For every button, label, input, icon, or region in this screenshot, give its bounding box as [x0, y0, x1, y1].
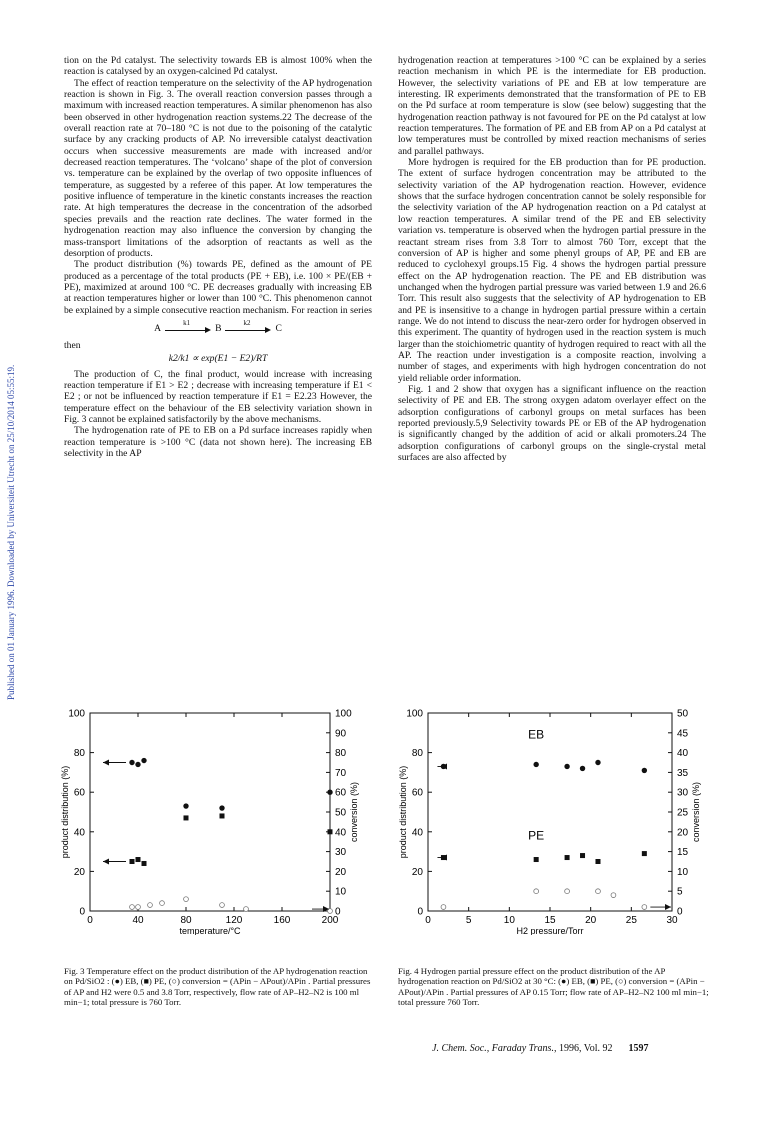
- y2-tick-label: 35: [677, 767, 689, 779]
- y2-tick-label: 30: [677, 787, 689, 799]
- data-point-conversion: [160, 901, 165, 906]
- data-point-eb: [129, 760, 134, 765]
- x-tick-label: 5: [465, 915, 472, 926]
- y2-tick-label: 25: [677, 807, 689, 819]
- x-axis-label: H2 pressure/Torr: [516, 926, 584, 935]
- y-axis-label: product distribution (%): [398, 765, 408, 859]
- data-point-eb: [595, 760, 600, 765]
- y2-tick-label: 40: [677, 748, 689, 760]
- data-point-conversion: [148, 903, 153, 908]
- arrow-head: [665, 904, 671, 910]
- data-point-pe: [220, 813, 225, 818]
- x-tick-label: 120: [225, 915, 243, 926]
- figure-3-caption: Fig. 3 Temperature effect on the product distribution of the AP hydrogenation reaction on Pd/SiO2 : (●) EB, (■) PE, (○) conversion = (APin − APout)/APin . Partial pressures of AP and H2 were 0.5 and 3.8 Torr, respectively, flow rate of AP–H2–N2 is 100 ml min−1; total pressure is 760 Torr.: [64, 966, 371, 1008]
- figure-4: [385, 705, 725, 940]
- y2-tick-label: 15: [677, 847, 689, 859]
- page-footer: [432, 1043, 648, 1054]
- data-point-conversion: [244, 907, 249, 912]
- species-a: A: [154, 323, 162, 335]
- figure-3: [52, 705, 372, 940]
- x-tick-label: 20: [585, 915, 597, 926]
- journal-volume: 1996, Vol. 92: [558, 1043, 613, 1054]
- x-tick-label: 200: [321, 915, 339, 926]
- download-watermark: [6, 60, 20, 960]
- y-tick-label: 0: [79, 906, 85, 918]
- y2-tick-label: 10: [677, 866, 689, 878]
- right-column: [398, 55, 706, 463]
- chart-temperature-effect: [52, 705, 372, 935]
- y2-tick-label: 90: [335, 728, 347, 740]
- data-point-pe: [184, 815, 189, 820]
- data-point-eb: [580, 766, 585, 771]
- x-tick-label: 80: [180, 915, 192, 926]
- y2-tick-label: 45: [677, 728, 689, 740]
- x-tick-label: 25: [625, 915, 637, 926]
- y-tick-label: 0: [417, 906, 423, 918]
- data-point-conversion: [220, 903, 225, 908]
- data-point-pe: [580, 853, 585, 858]
- paragraph: The hydrogenation rate of PE to EB on a Pd surface increases rapidly when reaction temperature is >100 °C (data not shown here). The increasing EB selectivity in the AP: [64, 425, 372, 459]
- x-tick-label: 40: [132, 915, 144, 926]
- y2-tick-label: 20: [677, 827, 689, 839]
- y-tick-label: 40: [411, 827, 423, 839]
- data-point-pe: [130, 859, 135, 864]
- y-tick-label: 40: [73, 827, 85, 839]
- data-point-conversion: [184, 897, 189, 902]
- y-tick-label: 20: [411, 866, 423, 878]
- arrow-head: [103, 859, 109, 865]
- x-tick-label: 0: [425, 915, 431, 926]
- data-point-conversion: [565, 889, 570, 894]
- y2-tick-label: 100: [335, 708, 352, 720]
- data-point-eb: [564, 764, 569, 769]
- y2-tick-label: 80: [335, 748, 347, 760]
- y-tick-label: 80: [411, 748, 423, 760]
- arrow-k2: [225, 318, 271, 334]
- paragraph: The effect of reaction temperature on the selectivity of the AP hydrogenation reaction is shown in Fig. 3. The overall reaction conversion passes through a maximum with increased reaction temperatures. A similar phenomenon has also been observed in other hydrogenation reaction systems.22 The decrease of the overall reaction rate at 70–180 °C is not due to the poisoning of the catalytic surface by any cracking products of AP. No irreversible catalyst deactivation occurs when successive measurements are made with increased and/or decreased reaction temperatures. The ‘volcano’ shape of the plot of conversion vs. temperature can be explained by the overlap of two opposite influences of temperature, as suggested by a referee of this paper. At low temperatures the positive influence of temperature in the kinetic constants increases the reaction rate. At high temperatures the decrease in the concentration of the adsorbed species prevails and the reaction rate declines. The water formed in the hydrogenation reaction may also influence the conversion by changing the mass-transport limitations of the adsorption of reactants as well as the desorption of products.: [64, 77, 372, 259]
- y-tick-label: 60: [411, 787, 423, 799]
- y2-tick-label: 20: [335, 866, 347, 878]
- series-annotation-pe: PE: [528, 828, 545, 843]
- y-tick-label: 80: [73, 748, 85, 760]
- data-point-eb: [183, 803, 188, 808]
- data-point-conversion: [596, 889, 601, 894]
- left-column: [64, 55, 372, 459]
- y2-tick-label: 50: [677, 708, 689, 720]
- y2-axis-label: conversion (%): [691, 781, 701, 843]
- paragraph: tion on the Pd catalyst. The selectivity towards EB is almost 100% when the reaction is catalysed by an oxygen-calcined Pd catalyst.: [64, 55, 372, 78]
- reaction-scheme: [64, 320, 372, 338]
- plot-frame: [428, 713, 672, 911]
- x-axis-label: temperature/°C: [179, 926, 241, 935]
- data-point-eb: [327, 790, 332, 795]
- y2-tick-label: 10: [335, 886, 347, 898]
- y2-tick-label: 0: [677, 906, 683, 918]
- data-point-eb: [642, 768, 647, 773]
- paragraph: Fig. 1 and 2 show that oxygen has a significant influence on the reaction selectivity of PE and EB. The strong oxygen adatom overlayer effect on the adsorption configurations of carbonyl groups on metal surfaces has been reported previously.5,9 Selectivity towards PE or EB of the AP hydrogenation is significantly changed by the addition of acid or alkali promoters.24 The adsorption configurations of carbonyl groups on the single-crystal metal surfaces are also affected by: [398, 383, 706, 464]
- data-point-pe: [328, 829, 333, 834]
- data-point-pe: [136, 857, 141, 862]
- data-point-eb: [141, 758, 146, 763]
- arrow-head: [103, 760, 109, 766]
- data-point-eb: [533, 762, 538, 767]
- rate-constant-k1: k1: [183, 318, 191, 327]
- paragraph: hydrogenation reaction at temperatures >100 °C can be explained by a series reaction mechanism in which PE is the intermediate for EB production. However, the selectivity variations of PE and EB at low temperature are interesting. IR experiments demonstrated that the transformation of PE to EB on the Pd surface at room temperature is slow (see below) suggesting that the hydrogenation reaction pathway is not favoured for PE on the Pd catalyst at low reaction temperatures. The formation of PE and EB from AP on a Pd catalyst at low temperatures must be controlled by mixed reaction mechanisms of series and parallel pathways.: [398, 55, 706, 157]
- data-point-conversion: [642, 905, 647, 910]
- data-point-conversion: [136, 905, 141, 910]
- y2-tick-label: 40: [335, 827, 347, 839]
- y-tick-label: 100: [406, 708, 423, 720]
- then-label: then: [64, 339, 81, 351]
- y2-tick-label: 60: [335, 787, 347, 799]
- y2-tick-label: 70: [335, 767, 347, 779]
- y-tick-label: 60: [73, 787, 85, 799]
- data-point-conversion: [534, 889, 539, 894]
- equation: k2/k1 ∝ exp(E1 − E2)/RT: [168, 353, 268, 365]
- y2-axis-label: conversion (%): [349, 781, 359, 843]
- paragraph: The production of C, the final product, would increase with increasing reaction temperature if E1 > E2 ; decrease with increasing temperature if E1 < E2 ; or not be influenced by reaction temperature if E1 = E2.23 However, the temperature effect on the behaviour of the EB selectivity variation shown in Fig. 3 cannot be explained satisfactorily by the above mechanisms.: [64, 368, 372, 425]
- data-point-pe: [595, 859, 600, 864]
- y2-tick-label: 50: [335, 807, 347, 819]
- y-axis-label: product distribution (%): [60, 765, 70, 859]
- journal-name: J. Chem. Soc., Faraday Trans.,: [432, 1043, 557, 1054]
- data-point-eb: [135, 762, 140, 767]
- chart-pressure-effect: [385, 705, 725, 935]
- paragraph: More hydrogen is required for the EB production than for PE production. The extent of surface hydrogen concentration may be attributed to the selectivity variation of the AP hydrogenation reaction. However, evidence shows that the surface hydrogen concentration cannot be solely responsible for the selectivity variation of the AP hydrogenation reaction on a Pd catalyst at low reaction temperatures. A similar trend of the PE and EB selectivity variation vs. temperature is observed when the hydrogen partial pressure in the reactant stream rises from 3.8 Torr to almost 760 Torr, except that the conversion of AP is higher and some phenyl groups of AP, PE and EB are reduced to cyclohexyl groups.15 Fig. 4 shows the hydrogen partial pressure effect on the AP hydrogenation reaction. The PE and EB distribution was unchanged when the hydrogen partial pressure was varied between 1.9 and 26.6 Torr. This result also suggests that the selectivity of AP hydrogenation to EB and PE is insensitive to a change in hydrogen partial pressure within a certain range. We do not intend to discuss the near-zero order for hydrogen observed in this experiment. The quantity of hydrogen used in the reaction system is much larger than the stoichiometric quantity of hydrogen required to react with all the AP. The reaction under investigation is a composite reaction, involving a number of stages, and experiments with high hydrogen concentration do not yield reliable order information.: [398, 157, 706, 384]
- x-tick-label: 30: [666, 915, 678, 926]
- data-point-conversion: [611, 893, 616, 898]
- data-point-pe: [642, 851, 647, 856]
- series-annotation-eb: EB: [528, 727, 545, 742]
- rate-constant-k2: k2: [243, 318, 251, 327]
- species-b: B: [215, 323, 222, 335]
- watermark-text: Published on 01 January 1996. Downloaded by Universiteit Utrecht on 25/10/2014 05:55:19.: [6, 364, 16, 700]
- x-tick-label: 10: [503, 915, 515, 926]
- data-point-pe: [565, 855, 570, 860]
- data-point-pe: [534, 857, 539, 862]
- species-c: C: [275, 323, 282, 335]
- arrow-k1: [165, 318, 211, 334]
- y2-tick-label: 5: [677, 886, 683, 898]
- page-number: 1597: [628, 1043, 649, 1054]
- plot-frame: [90, 713, 330, 911]
- y2-tick-label: 0: [335, 906, 341, 918]
- data-point-eb: [219, 805, 224, 810]
- x-tick-label: 0: [87, 915, 93, 926]
- data-point-pe: [142, 861, 147, 866]
- paragraph: The product distribution (%) towards PE, defined as the amount of PE produced as a percentage of the total products (PE + EB), i.e. 100 × PE/(EB + PE), maximized at around 100 °C. PE decreases gradually with increasing EB at reaction temperatures higher or lower than 100 °C. This phenomenon cannot be explained by a simple consecutive reaction mechanism. For reaction in series: [64, 259, 372, 316]
- x-tick-label: 160: [273, 915, 291, 926]
- data-point-conversion: [441, 905, 446, 910]
- y-tick-label: 20: [73, 866, 85, 878]
- y-tick-label: 100: [68, 708, 85, 720]
- figure-4-caption: Fig. 4 Hydrogen partial pressure effect on the product distribution of the AP hydrogenation reaction on Pd/SiO2 at 30 °C: (●) EB, (■) PE, (○) conversion = (APin − APout)/APin . Partial pressures of AP 0.15 Torr; flow rate of AP–H2–N2 100 ml min−1; total pressure 760 Torr.: [398, 966, 709, 1008]
- x-tick-label: 15: [544, 915, 556, 926]
- data-point-conversion: [130, 905, 135, 910]
- y2-tick-label: 30: [335, 847, 347, 859]
